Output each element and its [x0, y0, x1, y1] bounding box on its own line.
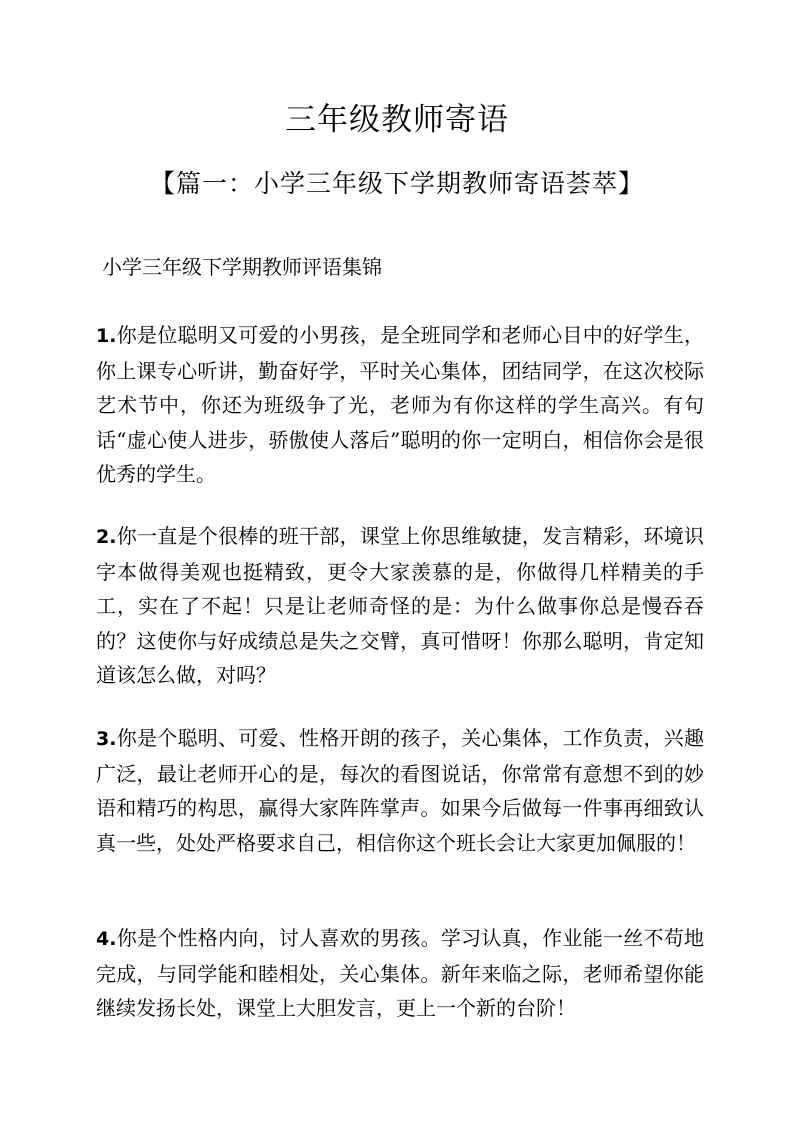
entry-number: 1. [96, 325, 117, 347]
entry-text: 你是位聪明又可爱的小男孩，是全班同学和老师心目中的好学生，你上课专心听讲，勤奋好学，平时关心集体，团结同学，在这次校际艺术节中，你还为班级争了光，老师为有你这样的学生高兴。有句话“虚心使人进步，骄傲使人落后”聪明的你一定明白，相信你会是很优秀的学生。 [96, 323, 704, 486]
section-heading: 小学三年级下学期教师评语集锦 [102, 255, 382, 279]
entry-text: 你是个聪明、可爱、性格开朗的孩子，关心集体，工作负责，兴趣广泛，最让老师开心的是，每次的看图说话，你常常有意想不到的妙语和精巧的构思，赢得大家阵阵掌声。如果今后做每一件事再细致认真一些，处处严格要求自己，相信你这个班长会让大家更加佩服的！ [96, 726, 704, 855]
comment-entry [96, 921, 704, 1026]
document-subtitle: 【篇一：小学三年级下学期教师寄语荟萃】 [149, 169, 644, 198]
comment-entry [96, 519, 704, 693]
entry-number: 2. [96, 526, 117, 548]
comment-entry [96, 318, 704, 492]
comment-entry [96, 721, 704, 860]
document-title: 三年级教师寄语 [285, 102, 509, 138]
entry-number: 4. [96, 928, 117, 950]
entry-text: 你一直是个很棒的班干部，课堂上你思维敏捷，发言精彩，环境识字本做得美观也挺精致，更令大家羡慕的是，你做得几样精美的手工，实在了不起！只是让老师奇怪的是：为什么做事你总是慢吞吞的？这使你与好成绩总是失之交臂，真可惜呀！你那么聪明，肯定知道该怎么做，对吗？ [96, 524, 704, 687]
entry-text: 你是个性格内向，讨人喜欢的男孩。学习认真，作业能一丝不苟地完成，与同学能和睦相处，关心集体。新年来临之际，老师希望你能继续发扬长处，课堂上大胆发言，更上一个新的台阶！ [96, 926, 704, 1020]
entry-number: 3. [96, 728, 117, 750]
